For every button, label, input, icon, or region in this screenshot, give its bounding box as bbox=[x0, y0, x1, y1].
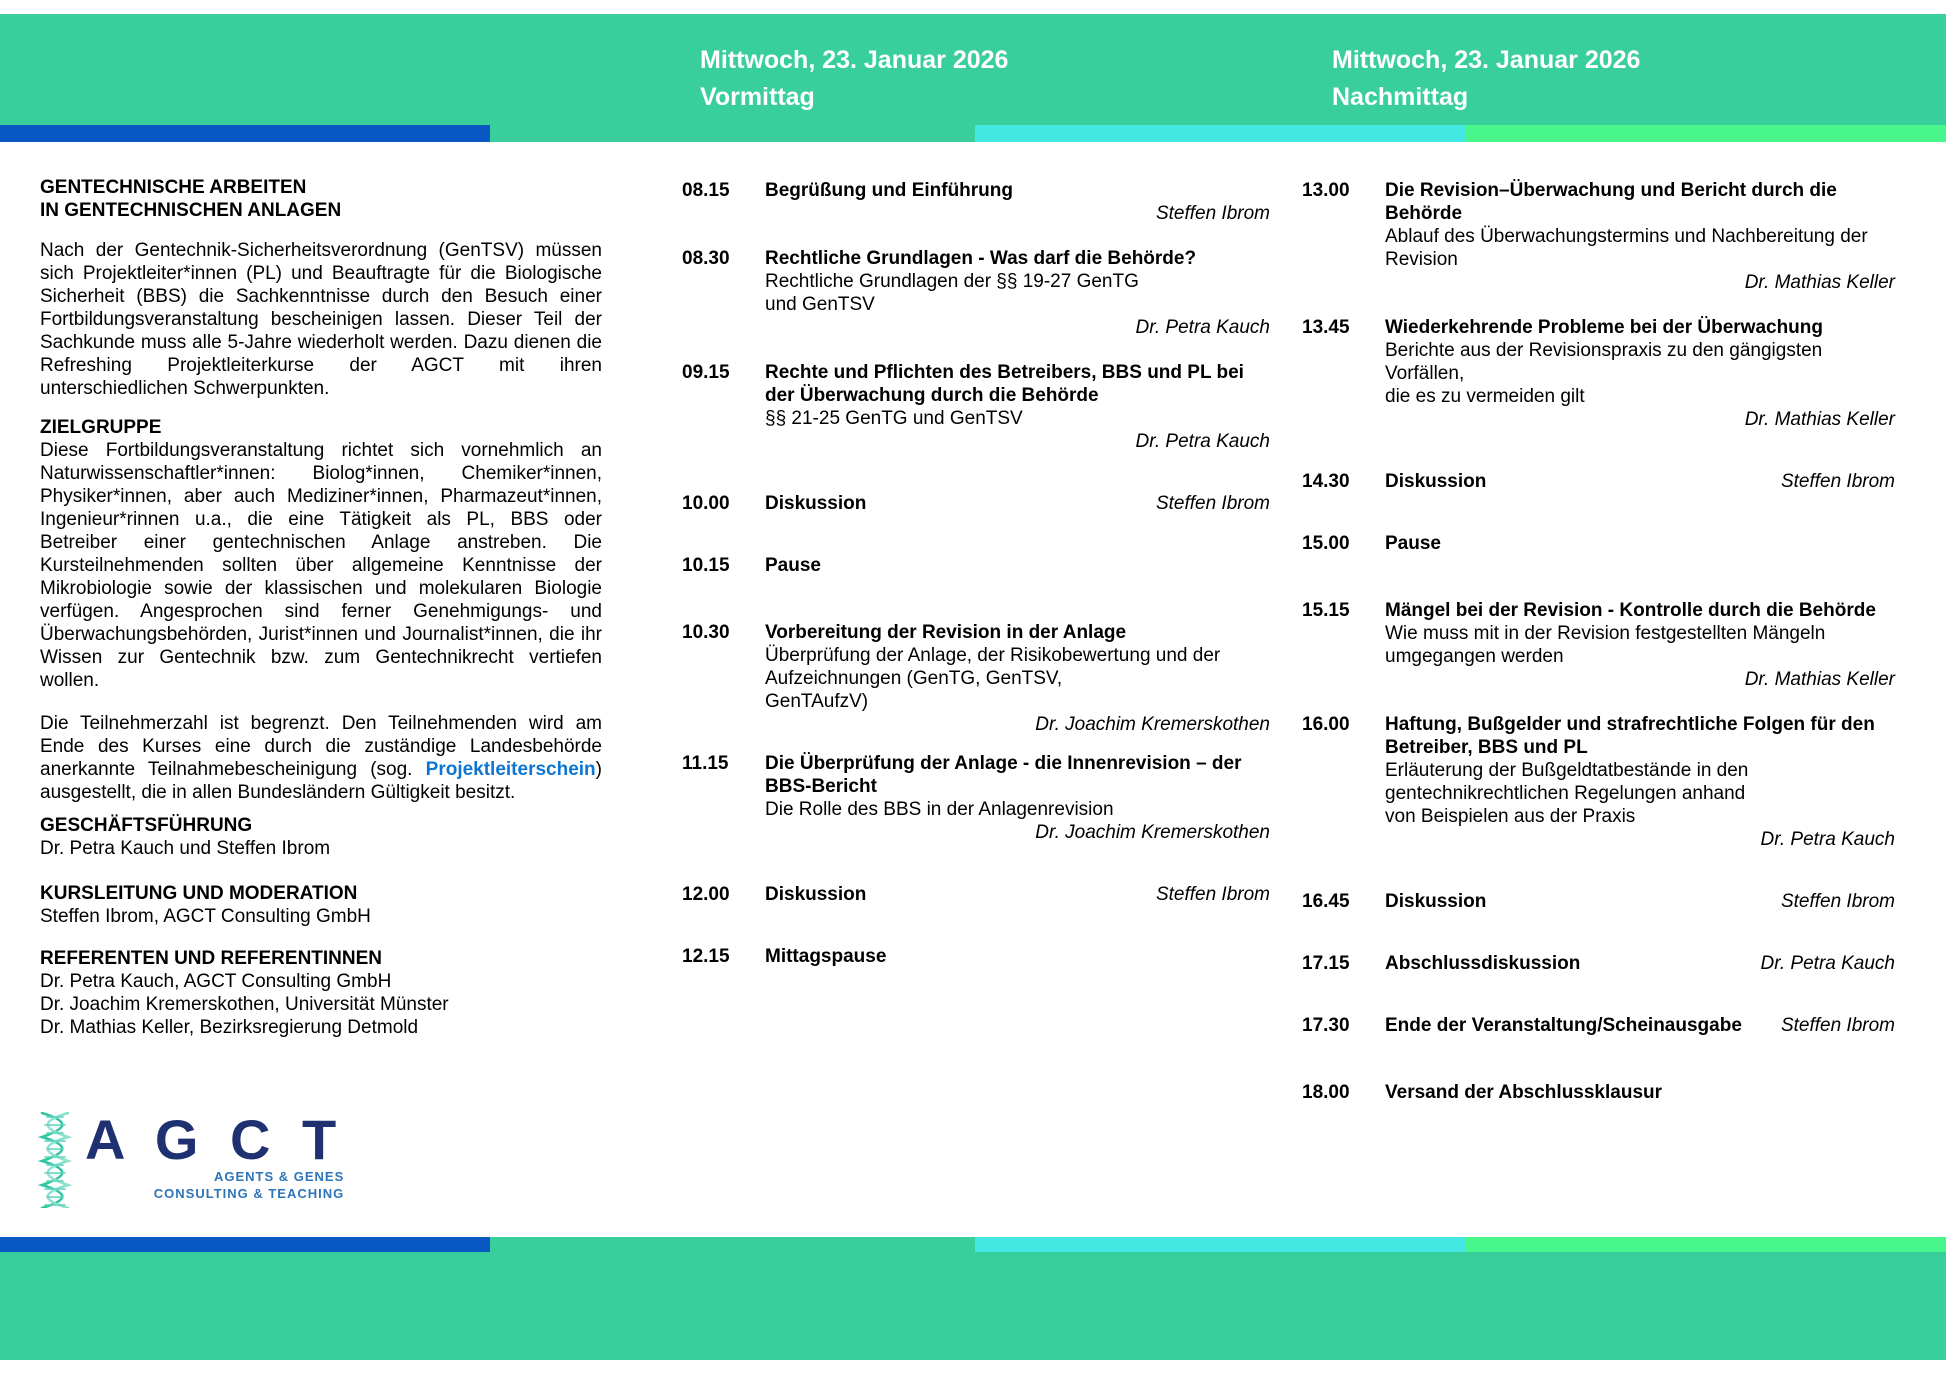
dna-helix-icon bbox=[33, 1112, 77, 1208]
referenten-section bbox=[40, 947, 602, 1039]
session-title: Die Überprüfung der Anlage - die Innenrevision – der BBS-Bericht bbox=[765, 753, 1242, 797]
session-title: Pause bbox=[765, 555, 821, 576]
referent-item: Dr. Petra Kauch, AGCT Consulting GmbH bbox=[40, 971, 392, 992]
schedule-entry bbox=[1302, 470, 1895, 493]
session-desc: Überprüfung der Anlage, der Risikobewertung und der bbox=[765, 645, 1221, 666]
session-title: Rechtliche Grundlagen - Was darf die Behörde? bbox=[765, 248, 1197, 269]
agct-subline-1: AGENTS & GENES bbox=[213, 1169, 345, 1184]
document-title bbox=[40, 176, 602, 222]
schedule-entry bbox=[1302, 316, 1895, 431]
session-time: 13.00 bbox=[1302, 180, 1350, 201]
session-title: Rechte und Pflichten des Betreibers, BBS und PL bei der Überwachung durch die Behörde bbox=[765, 362, 1244, 406]
referent-item: Dr. Mathias Keller, Bezirksregierung Detmold bbox=[40, 1017, 419, 1038]
session-time: 09.15 bbox=[682, 362, 730, 383]
header-nachmittag bbox=[1332, 42, 1640, 116]
session-desc: von Beispielen aus der Praxis bbox=[1385, 806, 1636, 827]
session-speaker: Steffen Ibrom bbox=[1155, 884, 1270, 905]
session-title: Ende der Veranstaltung/Scheinausgabe bbox=[1385, 1015, 1742, 1036]
bar-green bbox=[1465, 1237, 1946, 1252]
session-speaker: Dr. Mathias Keller bbox=[1744, 669, 1895, 690]
session-desc: und GenTSV bbox=[765, 294, 875, 315]
session-time: 12.15 bbox=[682, 946, 730, 967]
bar-green bbox=[1465, 125, 1946, 142]
session-desc: Berichte aus der Revisionspraxis zu den gängigsten Vorfällen, bbox=[1385, 340, 1823, 384]
schedule-nachmittag bbox=[1302, 179, 1895, 1104]
session-speaker: Dr. Joachim Kremerskothen bbox=[1035, 714, 1270, 735]
session-time: 08.30 bbox=[682, 248, 730, 269]
kursleitung-heading: KURSLEITUNG UND MODERATION bbox=[40, 883, 358, 904]
session-time: 15.15 bbox=[1302, 600, 1350, 621]
header-date-right: Mittwoch, 23. Januar 2026 bbox=[1332, 46, 1641, 74]
bottom-color-bars bbox=[0, 1237, 1946, 1252]
schedule-entry bbox=[682, 492, 1270, 515]
top-color-bars bbox=[0, 125, 1946, 142]
session-title: Die Revision–Überwachung und Bericht durch die Behörde bbox=[1385, 180, 1837, 224]
session-speaker: Dr. Petra Kauch bbox=[1135, 317, 1270, 338]
session-title: Diskussion bbox=[1385, 471, 1487, 492]
schedule-entry bbox=[1302, 952, 1895, 975]
session-title: Pause bbox=[1385, 533, 1441, 554]
session-desc: die es zu vermeiden gilt bbox=[1385, 386, 1585, 407]
zielgruppe-paragraph: Diese Fortbildungsveranstaltung richtet sich vornehmlich an Naturwissenschaftler*innen: Biolog*innen, Chemiker*innen, Physiker*innen, aber auch Mediziner*innen, Pharmazeut*innen, Ingenieur*rinnen u.a., die eine Tätigkeit als PL, BBS oder Betreiber einer gentechnischen Anlage anstreben. Die Kursteilnehmenden sollten über allgemeine Kenntnisse der Mikrobiologie sowie der klassischen und molekularen Biologie verfügen. Angesprochen sind ferner Genehmigungs- und Überwachungsbehörden, Jurist*innen und Journalist*innen, die ihr Wissen zur Gentechnik bzw. zum Gentechnikrecht vertiefen wollen. bbox=[40, 440, 602, 691]
session-speaker: Steffen Ibrom bbox=[1155, 203, 1270, 224]
session-desc: Revision bbox=[1385, 249, 1458, 270]
header-daypart-left: Vormittag bbox=[700, 83, 815, 111]
session-title: Wiederkehrende Probleme bei der Überwachung bbox=[1385, 317, 1824, 338]
session-time: 10.15 bbox=[682, 555, 730, 576]
header-vormittag bbox=[700, 42, 1008, 116]
session-title: Versand der Abschlussklausur bbox=[1385, 1082, 1663, 1103]
session-speaker: Steffen Ibrom bbox=[1780, 891, 1895, 912]
session-speaker: Dr. Mathias Keller bbox=[1744, 409, 1895, 430]
schedule-entry bbox=[1302, 1014, 1895, 1037]
session-title: Begrüßung und Einführung bbox=[765, 180, 1014, 201]
schedule-vormittag bbox=[682, 179, 1270, 968]
schedule-entry bbox=[682, 752, 1270, 844]
session-time: 13.45 bbox=[1302, 317, 1350, 338]
schedule-entry bbox=[682, 247, 1270, 339]
header-date-left: Mittwoch, 23. Januar 2026 bbox=[700, 46, 1009, 74]
bar-teal bbox=[490, 1237, 975, 1252]
bar-blue bbox=[0, 1237, 490, 1252]
session-desc: §§ 21-25 GenTG und GenTSV bbox=[765, 408, 1023, 429]
session-time: 17.30 bbox=[1302, 1015, 1350, 1036]
referent-item: Dr. Joachim Kremerskothen, Universität Münster bbox=[40, 994, 449, 1015]
schedule-entry bbox=[682, 361, 1270, 453]
session-desc: Aufzeichnungen (GenTG, GenTSV, bbox=[765, 668, 1063, 689]
schedule-entry bbox=[1302, 713, 1895, 851]
zielgruppe-section bbox=[40, 416, 602, 692]
session-speaker: Dr. Petra Kauch bbox=[1135, 431, 1270, 452]
teilnehmer-text-pre: Die Teilnehmerzahl ist begrenzt. Den Teilnehmenden wird am Ende des Kurses eine durch die zuständige Landesbehörde anerkannte Teilnahmebescheinigung (sog. bbox=[40, 713, 602, 780]
geschaeftsfuehrung-section bbox=[40, 814, 602, 860]
session-desc: Wie muss mit in der Revision festgestellten Mängeln bbox=[1385, 623, 1826, 644]
agct-logo bbox=[33, 1108, 345, 1208]
session-desc: gentechnikrechtlichen Regelungen anhand bbox=[1385, 783, 1746, 804]
kursleitung-section bbox=[40, 882, 602, 928]
schedule-entry bbox=[682, 554, 1270, 577]
bar-blue bbox=[0, 125, 490, 142]
session-desc: Die Rolle des BBS in der Anlagenrevision bbox=[765, 799, 1114, 820]
bar-teal bbox=[490, 125, 975, 142]
schedule-entry bbox=[682, 621, 1270, 736]
session-time: 16.45 bbox=[1302, 891, 1350, 912]
session-time: 10.00 bbox=[682, 493, 730, 514]
kursleitung-names: Steffen Ibrom, AGCT Consulting GmbH bbox=[40, 906, 371, 927]
bar-cyan bbox=[975, 1237, 1465, 1252]
session-time: 10.30 bbox=[682, 622, 730, 643]
agct-subline-2: CONSULTING & TEACHING bbox=[153, 1186, 345, 1201]
session-title: Mängel bei der Revision - Kontrolle durch die Behörde bbox=[1385, 600, 1876, 621]
session-title: Diskussion bbox=[765, 884, 867, 905]
session-time: 16.00 bbox=[1302, 714, 1350, 735]
session-speaker: Dr. Petra Kauch bbox=[1760, 953, 1895, 974]
schedule-entry bbox=[682, 945, 1270, 968]
session-title: Abschlussdiskussion bbox=[1385, 953, 1581, 974]
session-title: Diskussion bbox=[765, 493, 867, 514]
session-time: 15.00 bbox=[1302, 533, 1350, 554]
schedule-entry bbox=[1302, 1081, 1895, 1104]
schedule-entry bbox=[1302, 890, 1895, 913]
info-column bbox=[40, 176, 602, 1039]
session-speaker: Steffen Ibrom bbox=[1780, 1015, 1895, 1036]
session-time: 08.15 bbox=[682, 180, 730, 201]
header-daypart-right: Nachmittag bbox=[1332, 83, 1469, 111]
session-desc: umgegangen werden bbox=[1385, 646, 1564, 667]
session-desc: Rechtliche Grundlagen der §§ 19-27 GenTG bbox=[765, 271, 1139, 292]
session-speaker: Dr. Mathias Keller bbox=[1744, 272, 1895, 293]
projektleiterschein-link[interactable]: Projektleiterschein bbox=[425, 759, 596, 780]
intro-paragraph: Nach der Gentechnik-Sicherheitsverordnung (GenTSV) müssen sich Projektleiter*innen (PL) und Beauftragte für die Biologische Sicherheit (BBS) die Sachkenntnisse durch den Besuch einer Fortbildungsveranstaltung bescheinigen lassen. Dieser Teil der Sachkunde muss alle 5-Jahre wiederholt werden. Dazu dienen die Refreshing Projektleiterkurse der AGCT mit ihren unterschiedlichen Schwerpunkten. bbox=[40, 240, 602, 399]
session-desc: Ablauf des Überwachungstermins und Nachbereitung der bbox=[1385, 226, 1868, 247]
teilnehmer-paragraph bbox=[40, 712, 602, 804]
session-time: 11.15 bbox=[682, 753, 729, 774]
session-speaker: Steffen Ibrom bbox=[1155, 493, 1270, 514]
geschaeftsfuehrung-names: Dr. Petra Kauch und Steffen Ibrom bbox=[40, 838, 331, 859]
session-time: 18.00 bbox=[1302, 1082, 1350, 1103]
schedule-entry bbox=[1302, 599, 1895, 691]
schedule-entry bbox=[1302, 532, 1895, 555]
document-title-line2: IN GENTECHNISCHEN ANLAGEN bbox=[40, 200, 342, 221]
zielgruppe-heading: ZIELGRUPPE bbox=[40, 417, 162, 438]
session-desc: GenTAufzV) bbox=[765, 691, 869, 712]
schedule-entry bbox=[1302, 179, 1895, 294]
geschaeftsfuehrung-heading: GESCHÄFTSFÜHRUNG bbox=[40, 815, 253, 836]
session-title: Haftung, Bußgelder und strafrechtliche Folgen für den Betreiber, BBS und PL bbox=[1385, 714, 1875, 758]
header-band bbox=[0, 14, 1946, 125]
session-title: Mittagspause bbox=[765, 946, 887, 967]
agct-letters: A G C T bbox=[85, 1108, 345, 1171]
schedule-entry bbox=[682, 179, 1270, 225]
schedule-entry bbox=[682, 883, 1270, 906]
session-title: Vorbereitung der Revision in der Anlage bbox=[765, 622, 1127, 643]
referenten-heading: REFERENTEN UND REFERENTINNEN bbox=[40, 948, 383, 969]
teilnehmer-text-post: ) ausgestellt, die in allen Bundesländern Gültigkeit besitzt. bbox=[40, 759, 602, 803]
session-speaker: Steffen Ibrom bbox=[1780, 471, 1895, 492]
session-speaker: Dr. Joachim Kremerskothen bbox=[1035, 822, 1270, 843]
bar-cyan bbox=[975, 125, 1465, 142]
agct-logo-text bbox=[85, 1108, 345, 1202]
session-time: 14.30 bbox=[1302, 471, 1350, 492]
session-time: 12.00 bbox=[682, 884, 730, 905]
session-desc: Erläuterung der Bußgeldtatbestände in den bbox=[1385, 760, 1749, 781]
session-time: 17.15 bbox=[1302, 953, 1350, 974]
document-title-line1: GENTECHNISCHE ARBEITEN bbox=[40, 177, 307, 198]
session-title: Diskussion bbox=[1385, 891, 1487, 912]
session-speaker: Dr. Petra Kauch bbox=[1760, 829, 1895, 850]
footer-band bbox=[0, 1252, 1946, 1360]
